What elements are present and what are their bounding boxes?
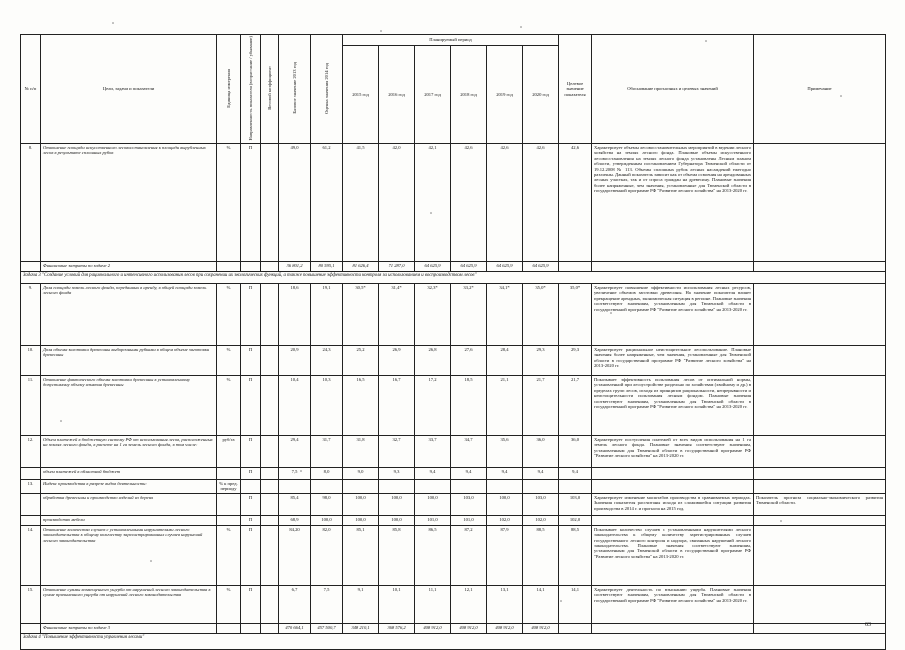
cell-year-value: 21,1 [487, 375, 523, 435]
cell-notes [754, 525, 886, 585]
cell-weight [261, 143, 279, 261]
cell-year-value: 9,3 [379, 467, 415, 479]
header-target: Целевое значение показателя [559, 35, 592, 144]
cell-plan-2014: 19,1 [311, 283, 343, 345]
header-year: 2019 год [487, 46, 523, 144]
cell-justification: Показывает эффективность пользования лесов от оптимальной нормы, установленной при лесоустройстве раздельно по хозяйствам (хвойному и др.) в пределах групп лесов, исходя из принципов рациональности, непрерывности и неистощительности пользования лесным фондом. Плановые значения соответствуют значениям, установленным для Тюменской области в государственной программе РФ "Развитие лесного хозяйства" на 2013-2020 гг. [592, 375, 754, 435]
cell-target: 103,0 [559, 493, 592, 515]
financial-value: 457 500,7 [311, 623, 343, 633]
cell-base-2013: 20,9 [279, 345, 311, 375]
cell-direction: П [241, 515, 261, 525]
financial-value: 408 912,0 [487, 623, 523, 633]
indicator-row [21, 479, 886, 493]
cell-justification: Характеризует рациональное неистощительное лесопользование. Плановые значения более напряженные, чем значения, установленные для Тюменской области в государственной программе РФ "Развитие лесного хозяйства" на 2013-2020 гг. [592, 345, 754, 375]
cell-year-value: 9,4 [451, 467, 487, 479]
cell-year-value: 36,0 [523, 435, 559, 467]
cell-year-value: 33,7 [415, 435, 451, 467]
indicator-row [21, 375, 886, 435]
cell-num: 9. [21, 283, 41, 345]
cell-target [559, 623, 592, 633]
indicator-row [21, 283, 886, 345]
cell-year-value: 100,0 [379, 493, 415, 515]
cell-weight [261, 493, 279, 515]
scan-speck [520, 26, 522, 28]
cell-unit [217, 261, 241, 271]
cell-unit: % [217, 283, 241, 345]
cell-notes [754, 585, 886, 623]
cell-year-value: 100,0 [379, 515, 415, 525]
scan-speck [780, 520, 782, 522]
header-year: 2017 год [415, 46, 451, 144]
cell-year-value [415, 479, 451, 493]
cell-year-value: 100,0 [343, 515, 379, 525]
task-heading-row [21, 271, 886, 283]
cell-plan-2014: 31,7 [311, 435, 343, 467]
cell-justification [592, 479, 754, 493]
cell-justification: Характеризует повышение эффективности использования лесных ресурсов, увеличение объемов заготовки древесины. На значение показателя влияет прекращение арендных, экономическая ситуация в регионе. Плановые значения соответствуют значениям, установленным для Тюменской области в государственной программе РФ "Развитие лесного хозяйства" на 2013-2020 гг. [592, 283, 754, 345]
financial-value: 408 912,0 [451, 623, 487, 633]
header-period: Планируемый период [343, 35, 559, 46]
cell-weight [261, 525, 279, 585]
cell-year-value: 9,4 [487, 467, 523, 479]
scan-speck [150, 560, 152, 562]
cell-plan-2014: 24,3 [311, 345, 343, 375]
cell-direction: П [241, 143, 261, 261]
financial-value: 64 625,9 [487, 261, 523, 271]
indicator-row [21, 435, 886, 467]
indicator-name: Индекс производства в разрезе видов деятельности: [41, 479, 217, 493]
cell-weight [261, 479, 279, 493]
cell-plan-2014: 100,0 [311, 515, 343, 525]
cell-base-2013: 49,0 [279, 143, 311, 261]
cell-year-value: 17,2 [415, 375, 451, 435]
cell-num: 8. [21, 143, 41, 261]
cell-weight [261, 345, 279, 375]
scan-speck [60, 420, 62, 422]
cell-target: 35,0* [559, 283, 592, 345]
cell-year-value: 35,6 [487, 435, 523, 467]
cell-year-value: 11,1 [415, 585, 451, 623]
cell-direction: П [241, 585, 261, 623]
cell-weight [261, 623, 279, 633]
cell-direction: П [241, 375, 261, 435]
cell-year-value: 102,0 [523, 515, 559, 525]
cell-base-2013: 29,4 [279, 435, 311, 467]
indicator-name: Доля площади земель лесного фонда, переданных в аренду, в общей площади земель лесного фонда [41, 283, 217, 345]
cell-notes [754, 479, 886, 493]
cell-unit: % [217, 585, 241, 623]
indicator-name: производство мебели [41, 515, 217, 525]
cell-unit: % [217, 143, 241, 261]
cell-target: 9,4 [559, 467, 592, 479]
financial-value: 64 625,9 [451, 261, 487, 271]
scan-speck [840, 95, 842, 97]
cell-year-value: 9,1 [343, 585, 379, 623]
cell-direction: П [241, 435, 261, 467]
cell-year-value: 42,6 [487, 143, 523, 261]
indicator-name: объем платежей в областной бюджет [41, 467, 217, 479]
cell-weight [261, 283, 279, 345]
cell-notes: Показатель прогноза социально-экономического развития Тюменской области. [754, 493, 886, 515]
cell-weight [261, 585, 279, 623]
indicators-table [20, 34, 886, 650]
cell-notes [754, 435, 886, 467]
task-heading: Задача 4 "Повышение эффективности управления лесами" [21, 633, 886, 649]
cell-year-value: 27,6 [451, 345, 487, 375]
cell-year-value: 42,6 [523, 143, 559, 261]
financial-value: 408 912,0 [523, 623, 559, 633]
cell-num: 15. [21, 585, 41, 623]
task-heading: Задача 3 "Создание условий для рационального и интенсивного использования лесов при сохранении их экологических функций, а также повышение эффективности контроля за использованием и воспроизводством лесов" [21, 271, 886, 283]
cell-unit: % к пред. периоду [217, 479, 241, 493]
cell-unit: % [217, 525, 241, 585]
cell-justification: Характеризует поступления платежей от всех видов использования на 1 га земель лесного фонда. Плановые значения соответствуют значениям, установленным для Тюменской области в государственной программе РФ "Развитие лесного хозяйства" на 2013-2020 гг. [592, 435, 754, 467]
cell-unit: руб/га [217, 435, 241, 467]
cell-year-value [523, 479, 559, 493]
header-unit: Единица измерения [217, 35, 241, 144]
header-weight: Весовой коэффициент [261, 35, 279, 144]
cell-num [21, 515, 41, 525]
cell-unit [217, 467, 241, 479]
cell-plan-2014: 82,0 [311, 525, 343, 585]
cell-unit [217, 493, 241, 515]
header-direction: Направленность показателя (возрастание / убывание) [241, 35, 261, 144]
cell-direction [241, 261, 261, 271]
cell-year-value: 86,5 [415, 525, 451, 585]
indicator-name: Отношение площади искусственного лесовосстановления к площади вырубленных лесов в результате сплошных рубок [41, 143, 217, 261]
cell-base-2013: 6,7 [279, 585, 311, 623]
cell-weight [261, 375, 279, 435]
header-notes: Примечание [754, 35, 886, 144]
financial-value: 408 912,0 [415, 623, 451, 633]
cell-unit: % [217, 345, 241, 375]
cell-year-value: 16,5 [343, 375, 379, 435]
cell-num [21, 467, 41, 479]
cell-year-value: 87,9 [487, 525, 523, 585]
cell-year-value [343, 479, 379, 493]
financial-value: 64 625,9 [415, 261, 451, 271]
cell-year-value: 42,6 [451, 143, 487, 261]
cell-target [559, 479, 592, 493]
cell-year-value [487, 479, 523, 493]
indicator-row [21, 585, 886, 623]
cell-base-2013: 68,9 [279, 515, 311, 525]
header-year: 2015 год [343, 46, 379, 144]
cell-year-value: 103,0 [451, 493, 487, 515]
cell-plan-2014: 10,3 [311, 375, 343, 435]
cell-year-value: 32,3* [415, 283, 451, 345]
scan-speck [560, 600, 562, 602]
cell-unit [217, 515, 241, 525]
cell-year-value: 87,2 [451, 525, 487, 585]
cell-year-value: 16,7 [379, 375, 415, 435]
cell-year-value: 85,8 [379, 525, 415, 585]
cell-target [559, 261, 592, 271]
cell-year-value: 42,0 [379, 143, 415, 261]
header-plan-2014: Оценка значения 2014 год [311, 35, 343, 144]
cell-plan-2014: 61,2 [311, 143, 343, 261]
cell-plan-2014: 98,0 [311, 493, 343, 515]
cell-year-value: 35,0* [523, 283, 559, 345]
cell-weight [261, 435, 279, 467]
cell-year-value: 100,0 [415, 493, 451, 515]
financial-costs-label: Финансовые затраты по задаче 2 [41, 261, 217, 271]
cell-direction [241, 623, 261, 633]
indicator-row [21, 143, 886, 261]
scan-speck [112, 22, 114, 24]
cell-plan-2014 [311, 479, 343, 493]
header-base-2013: Базовое значение 2013 год [279, 35, 311, 144]
financial-value: 80 595,1 [311, 261, 343, 271]
page-number: 63 [865, 622, 871, 628]
cell-year-value: 25,2 [343, 345, 379, 375]
cell-year-value: 13,1 [487, 585, 523, 623]
cell-year-value: 34,1* [487, 283, 523, 345]
cell-year-value: 32,7 [379, 435, 415, 467]
scan-speck [300, 470, 302, 472]
cell-direction: П [241, 525, 261, 585]
financial-costs-label: Финансовые затраты по задаче 3 [41, 623, 217, 633]
cell-notes [754, 467, 886, 479]
header-justification: Обоснование прогнозных и целевых значений [592, 35, 754, 144]
cell-num [21, 261, 41, 271]
financial-value: 348 210,1 [343, 623, 379, 633]
cell-justification: Характеризует изменение масштабов производства в сравниваемых периодах. Значения показателя рассчитаны исходя из сложившейся ситуации развития производства в 2014 г. и прогноза на 2015 год. [592, 493, 754, 515]
cell-justification [592, 623, 754, 633]
cell-year-value: 100,0 [487, 493, 523, 515]
cell-direction [241, 479, 261, 493]
indicator-row [21, 345, 886, 375]
cell-year-value: 9,0 [343, 467, 379, 479]
cell-target: 21,7 [559, 375, 592, 435]
cell-notes [754, 143, 886, 261]
cell-notes [754, 345, 886, 375]
financial-value: 368 576,2 [379, 623, 415, 633]
indicator-name: Отношение количества случаев с установленными нарушителями лесного законодательства к общему количеству зарегистрированных случаев нарушений лесного законодательства [41, 525, 217, 585]
cell-year-value: 14,1 [523, 585, 559, 623]
header-year: 2020 год [523, 46, 559, 144]
cell-justification [592, 261, 754, 271]
cell-year-value: 28,4 [487, 345, 523, 375]
cell-weight [261, 515, 279, 525]
cell-num: 12. [21, 435, 41, 467]
cell-target: 36,0 [559, 435, 592, 467]
cell-plan-2014: 8,0 [311, 467, 343, 479]
cell-notes [754, 261, 886, 271]
cell-year-value [379, 479, 415, 493]
cell-num: 11. [21, 375, 41, 435]
cell-num: 14. [21, 525, 41, 585]
cell-target: 29,3 [559, 345, 592, 375]
scan-speck [610, 312, 612, 314]
cell-target: 14,1 [559, 585, 592, 623]
financial-value: 71 287,0 [379, 261, 415, 271]
cell-direction: П [241, 493, 261, 515]
cell-year-value: 26,8 [415, 345, 451, 375]
cell-justification: Характеризует деятельность по взысканию ущерба. Плановые значения соответствуют значениям, установленным для Тюменской области в государственной программе РФ "Развитие лесного хозяйства" на 2013-2020 гг. [592, 585, 754, 623]
sub-indicator-row [21, 467, 886, 479]
cell-year-value: 34,7 [451, 435, 487, 467]
indicator-name: Доля объема заготовки древесины выборочными рубками в общем объеме заготовки древесины [41, 345, 217, 375]
cell-notes [754, 283, 886, 345]
cell-direction: П [241, 467, 261, 479]
financial-costs-row [21, 623, 886, 633]
cell-base-2013: 85,4 [279, 493, 311, 515]
scan-speck [705, 40, 707, 42]
financial-value: 470 664,1 [279, 623, 311, 633]
cell-base-2013: 84,20 [279, 525, 311, 585]
cell-year-value: 21,7 [523, 375, 559, 435]
cell-unit: % [217, 375, 241, 435]
cell-target: 88,5 [559, 525, 592, 585]
cell-weight [261, 467, 279, 479]
cell-year-value: 31,4* [379, 283, 415, 345]
cell-year-value: 9,4 [523, 467, 559, 479]
cell-year-value: 33,2* [451, 283, 487, 345]
cell-target: 102,0 [559, 515, 592, 525]
header-row [21, 35, 886, 46]
cell-year-value: 101,0 [451, 515, 487, 525]
financial-value: 81 626,4 [343, 261, 379, 271]
header-goal: Цели, задачи и показатели [41, 35, 217, 144]
cell-target: 42,6 [559, 143, 592, 261]
cell-year-value: 85,1 [343, 525, 379, 585]
cell-year-value: 29,3 [523, 345, 559, 375]
cell-num [21, 493, 41, 515]
cell-justification: Характеризует объемы лесовосстановительных мероприятий в ведении лесного хозяйства на землях лесного фонда. Плановые объемы искусственного лесовосстановления на землях лесного фонда установлены Лесным планом области, утвержденным постановлением Губернатора Тюменской области от 19.12.2008 № 113. Объемы сплошных рубок лесных насаждений ежегодно различны. Данный показатель зависит как от объема освоения на арендованных лесных участках, так и от спроса граждан на древесину. Плановые значения более напряженные, чем значения, установленные для Тюменской области в государственной программе РФ "Развитие лесного хозяйства" на 2013-2020 гг. [592, 143, 754, 261]
cell-weight [261, 261, 279, 271]
cell-num: 10. [21, 345, 41, 375]
financial-value: 64 625,9 [523, 261, 559, 271]
scan-speck [380, 30, 382, 32]
scan-speck [430, 212, 432, 214]
cell-year-value: 42,1 [415, 143, 451, 261]
cell-year-value: 26,9 [379, 345, 415, 375]
cell-year-value: 100,0 [343, 493, 379, 515]
cell-base-2013: 10,4 [279, 375, 311, 435]
cell-base-2013: 18,6 [279, 283, 311, 345]
cell-year-value: 12,1 [451, 585, 487, 623]
financial-costs-row [21, 261, 886, 271]
cell-num: 13. [21, 479, 41, 493]
cell-year-value [451, 479, 487, 493]
sub-indicator-row [21, 493, 886, 515]
indicator-row [21, 525, 886, 585]
cell-justification [592, 515, 754, 525]
cell-notes [754, 375, 886, 435]
cell-base-2013: 7,5 [279, 467, 311, 479]
indicator-name: обработка древесины и производство изделий из дерева [41, 493, 217, 515]
financial-value: 36 801,2 [279, 261, 311, 271]
cell-year-value: 101,0 [415, 515, 451, 525]
cell-year-value: 9,4 [415, 467, 451, 479]
cell-direction: П [241, 283, 261, 345]
cell-year-value: 18,5 [451, 375, 487, 435]
indicator-name: Объем платежей в бюджетную систему РФ от использования лесов, расположенных на землях лесного фонда, в расчете на 1 га земель лесного фонда, в том числе: [41, 435, 217, 467]
cell-direction: П [241, 345, 261, 375]
header-year: 2016 год [379, 46, 415, 144]
cell-year-value: 10,1 [379, 585, 415, 623]
task-heading-row [21, 633, 886, 649]
cell-justification: Показывает количество случаев с установленными нарушителями лесного законодательства к общему количеству зарегистрированных случаев государственного лесного контроля и надзора, связанных нарушений лесного законодательства. Плановые значения соответствуют значениям, установленным для Тюменской области в государственной программе РФ "Развитие лесного хозяйства" на 2013-2020 гг. [592, 525, 754, 585]
cell-plan-2014: 7,5 [311, 585, 343, 623]
cell-base-2013 [279, 479, 311, 493]
sub-indicator-row [21, 515, 886, 525]
cell-justification [592, 467, 754, 479]
indicator-name: Отношение суммы возмещенного ущерба от нарушений лесного законодательства к сумме причиненного ущерба от нарушений лесного законодательства [41, 585, 217, 623]
cell-year-value: 88,5 [523, 525, 559, 585]
cell-year-value: 102,0 [487, 515, 523, 525]
cell-notes [754, 515, 886, 525]
cell-year-value: 30,5* [343, 283, 379, 345]
indicator-name: Отношение фактического объема заготовки древесины к установленному допустимому объему изъятия древесины [41, 375, 217, 435]
cell-year-value: 31,8 [343, 435, 379, 467]
cell-year-value: 41,5 [343, 143, 379, 261]
cell-unit [217, 623, 241, 633]
header-year: 2018 год [451, 46, 487, 144]
header-num: № п/п [21, 35, 41, 144]
cell-year-value: 103,0 [523, 493, 559, 515]
cell-num [21, 623, 41, 633]
